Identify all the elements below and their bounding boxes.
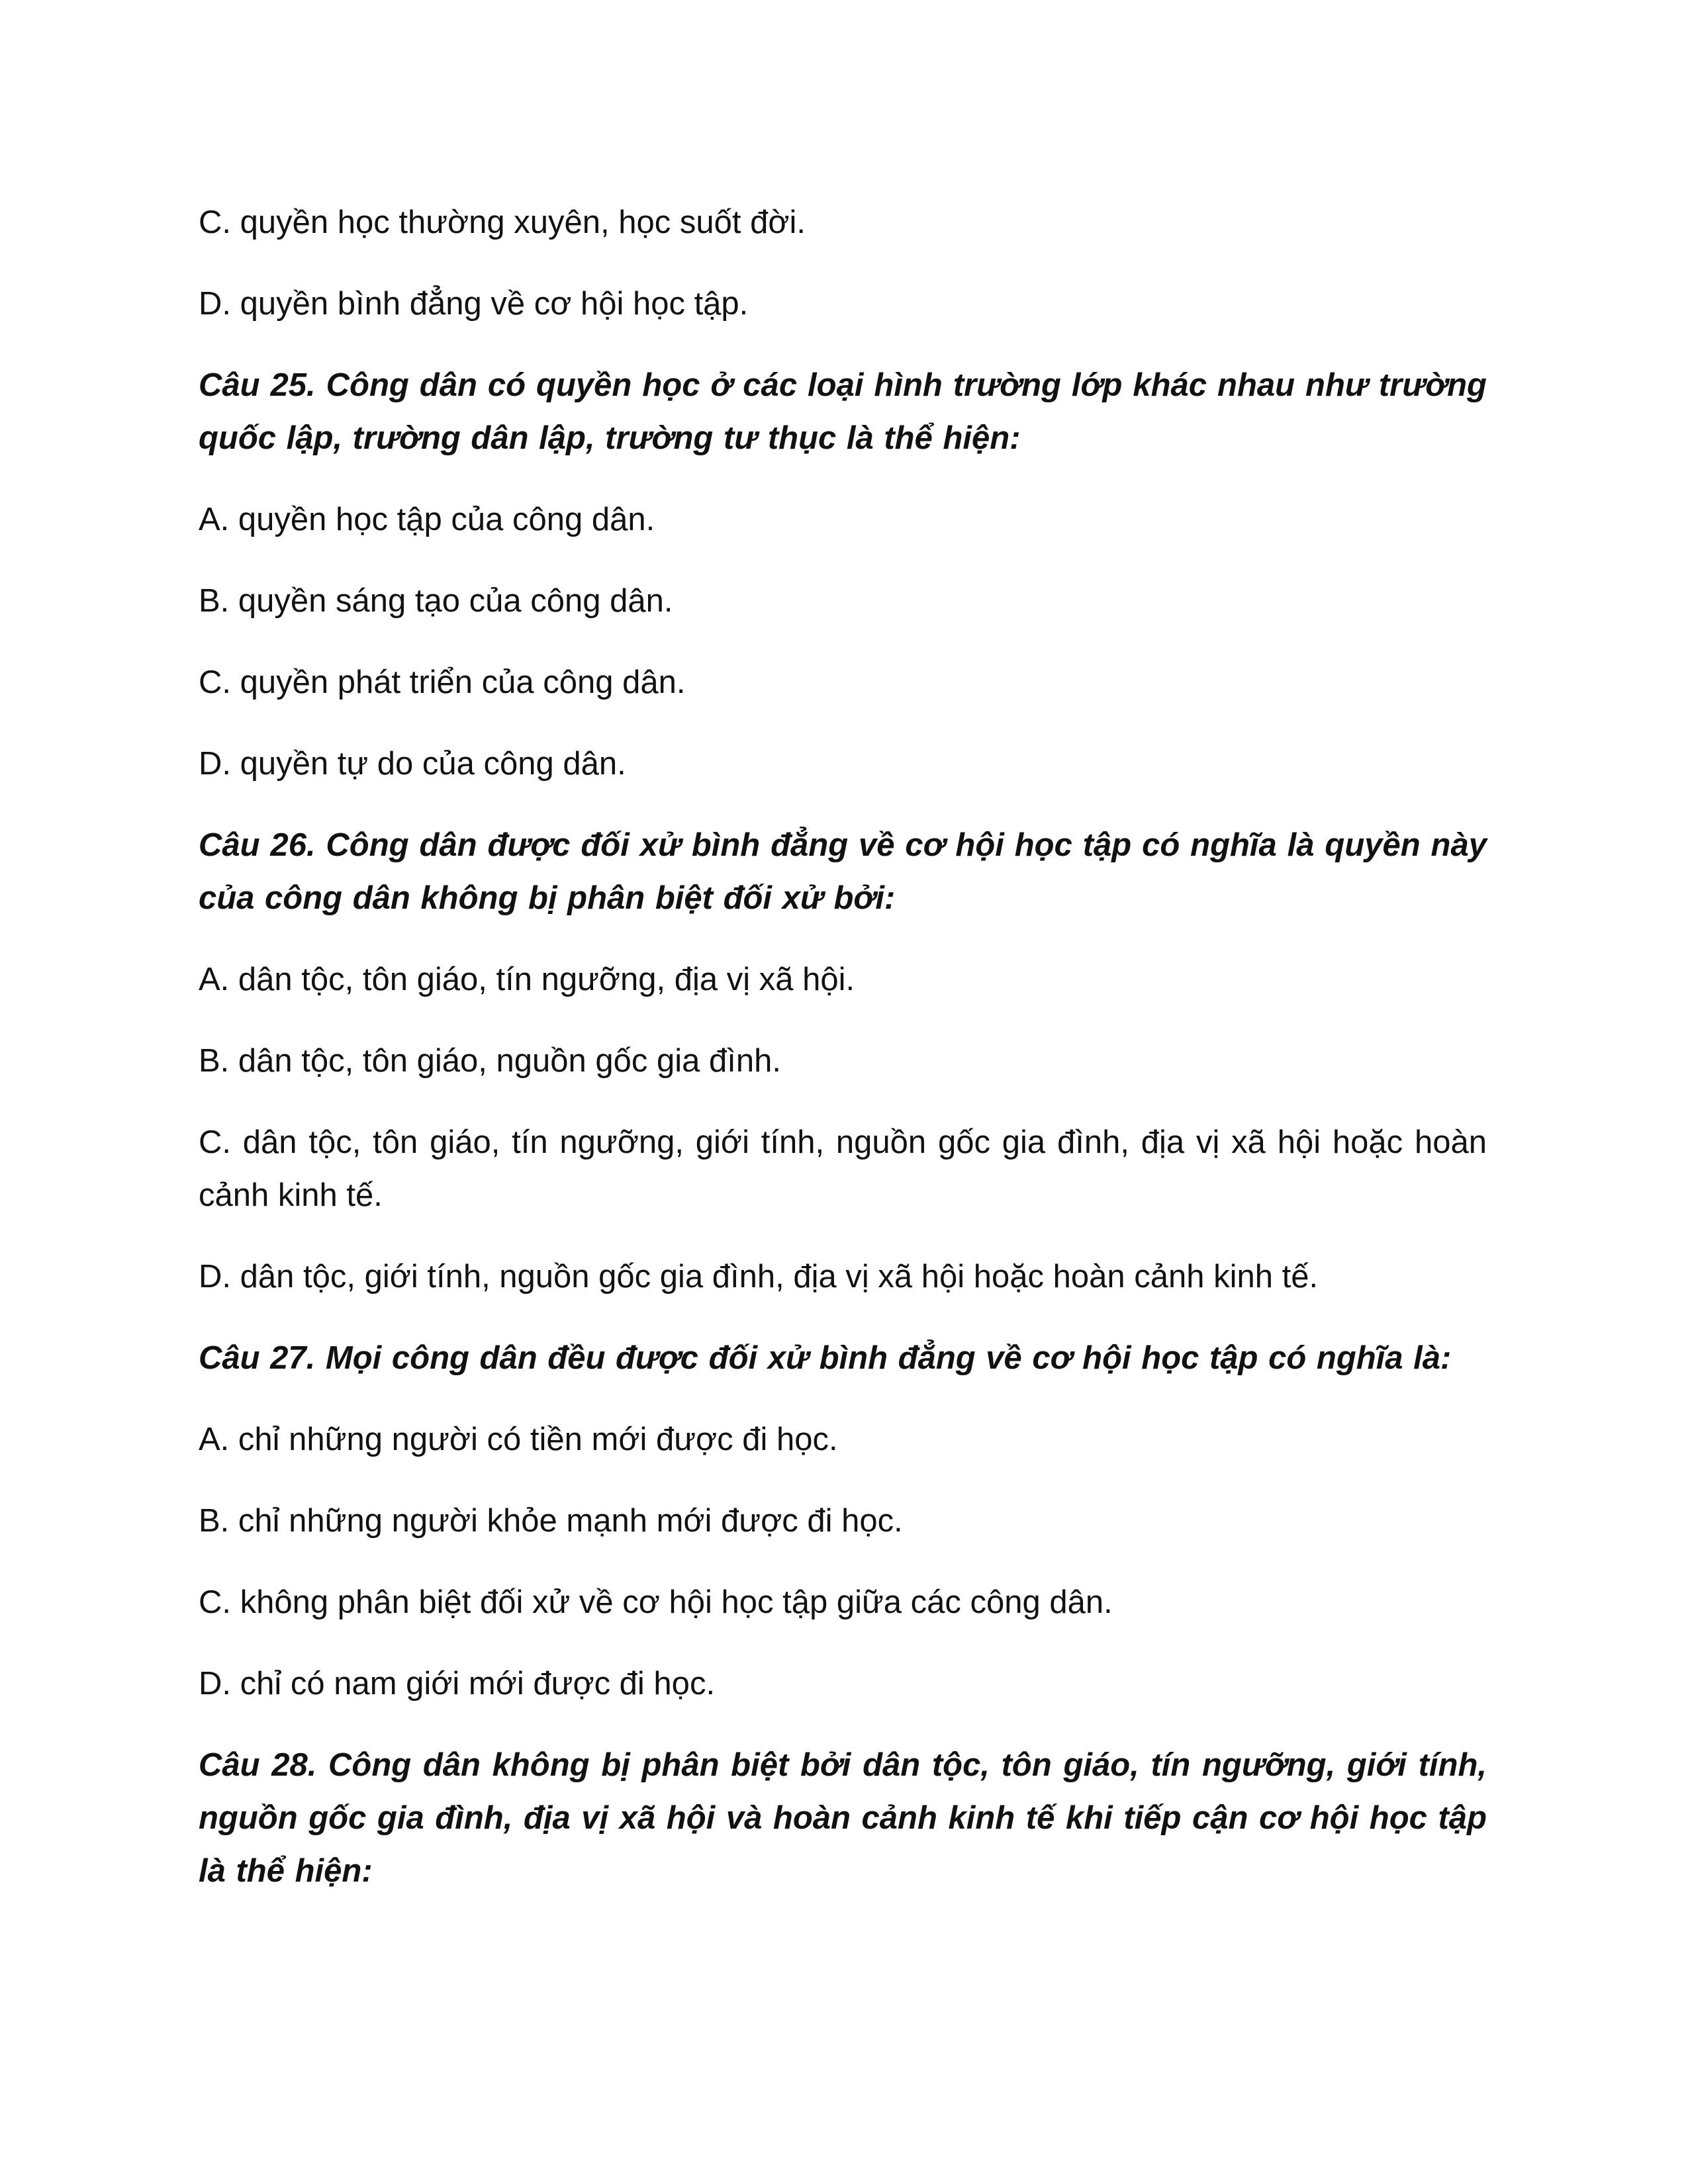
option-d-q27: D. chỉ có nam giới mới được đi học.	[199, 1666, 716, 1702]
option-c-q27: C. không phân biệt đối xử về cơ hội học tập giữa các công dân.	[199, 1584, 1113, 1620]
option-c-q25: C. quyền phát triển của công dân.	[199, 664, 686, 700]
option-d-q24: D. quyền bình đẳng về cơ hội học tập.	[199, 286, 749, 322]
option-d-q26: D. dân tộc, giới tính, nguồn gốc gia đình, địa vị xã hội hoặc hoàn cảnh kinh tế.	[199, 1259, 1319, 1295]
option-b-q27: B. chỉ những người khỏe mạnh mới được đi học.	[199, 1503, 903, 1539]
question-26: Câu 26. Công dân được đối xử bình đẳng về cơ hội học tập có nghĩa là quyền này của công dân không bị phân biệt đối xử bởi:	[199, 827, 1487, 916]
option-c-q24: C. quyền học thường xuyên, học suốt đời.	[199, 205, 806, 240]
option-b-q26: B. dân tộc, tôn giáo, nguồn gốc gia đình.	[199, 1043, 781, 1079]
option-a-q25: A. quyền học tập của công dân.	[199, 502, 655, 537]
option-a-q26: A. dân tộc, tôn giáo, tín ngưỡng, địa vị xã hội.	[199, 962, 855, 997]
question-25: Câu 25. Công dân có quyền học ở các loại hình trường lớp khác nhau như trường quốc lập, trường dân lập, trường tư thục là thể hiện:	[199, 367, 1487, 456]
question-27: Câu 27. Mọi công dân đều được đối xử bình đẳng về cơ hội học tập có nghĩa là:	[199, 1340, 1452, 1376]
option-d-q25: D. quyền tự do của công dân.	[199, 746, 626, 782]
option-a-q27: A. chỉ những người có tiền mới được đi học.	[199, 1422, 838, 1457]
question-28: Câu 28. Công dân không bị phân biệt bởi dân tộc, tôn giáo, tín ngưỡng, giới tính, nguồn gốc gia đình, địa vị xã hội và hoàn cảnh kinh tế khi tiếp cận cơ hội học tập là thể hiện:	[199, 1747, 1487, 1889]
option-c-q26: C. dân tộc, tôn giáo, tín ngưỡng, giới tính, nguồn gốc gia đình, địa vị xã hội hoặc hoàn cảnh kinh tế.	[199, 1124, 1487, 1213]
option-b-q25: B. quyền sáng tạo của công dân.	[199, 583, 673, 619]
